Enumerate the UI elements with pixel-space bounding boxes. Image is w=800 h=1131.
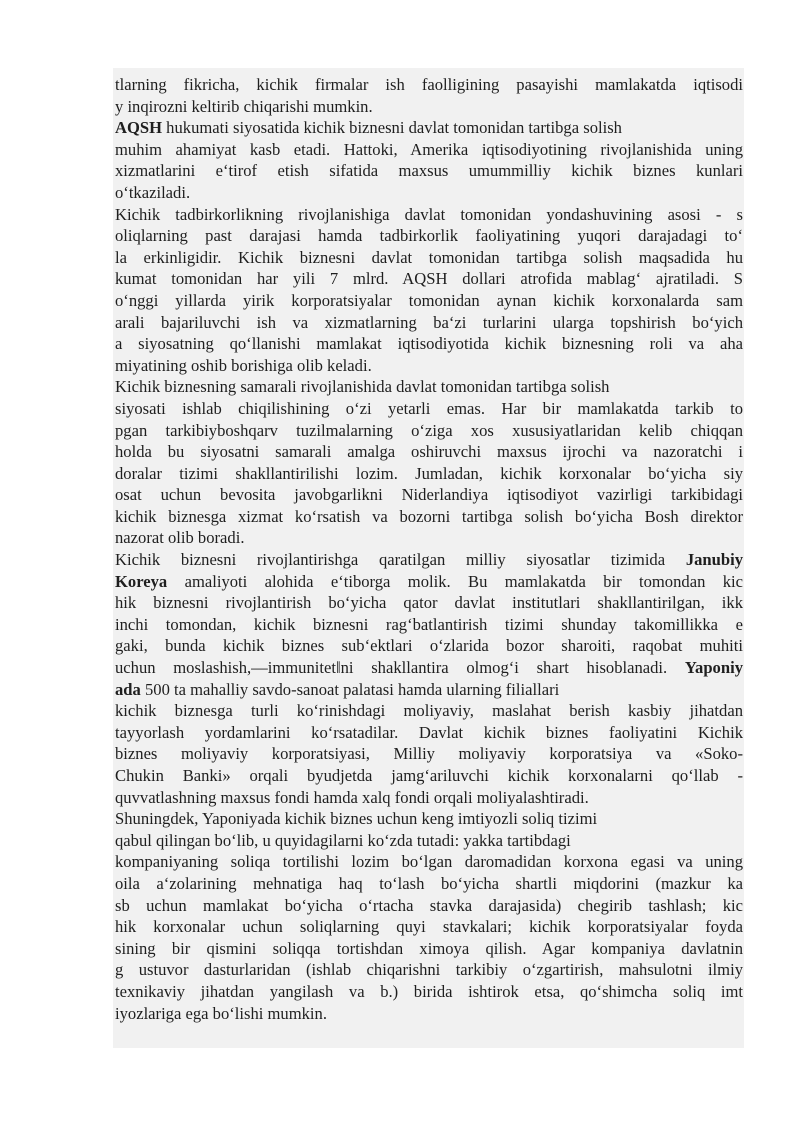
text-segment: siyosati ishlab chiqilishining o‘zi yetarli emas. Har bir mamlakatda tarkib to xyxy=(115,398,743,418)
text-line xyxy=(115,895,743,917)
text-segment: texnikaviy jihatdan yangilash va b.) birida ishtirok etsa, qo‘shimcha soliq imt xyxy=(115,981,743,1001)
text-segment: arali bajariluvchi ish va xizmatlarning ba‘zi turlarini ularga topshirish bo‘yich xyxy=(115,312,743,332)
text-segment: kompaniyaning soliqa tortilishi lozim bo‘lgan daromadidan korxona egasi va uning xyxy=(115,852,743,872)
text-segment: biznes moliyaviy korporatsiyasi, Milliy moliyaviy korporatsiya va «Soko- xyxy=(115,744,743,764)
text-segment: o‘nggi yillarda yirik korporatsiyalar tomonidan aynan kichik korxonalarda sam xyxy=(115,290,743,310)
text-line xyxy=(115,506,743,528)
text-segment: tlarning fikricha, kichik firmalar ish faolligining pasayishi mamlakatda iqtisodi xyxy=(115,75,743,94)
text-line xyxy=(115,657,743,679)
text-line xyxy=(115,333,743,355)
text-line xyxy=(115,527,743,549)
text-line xyxy=(115,916,743,938)
text-line xyxy=(115,225,743,247)
bold-term: AQSH xyxy=(115,118,163,138)
text-line xyxy=(115,635,743,657)
text-line xyxy=(115,808,743,830)
text-line xyxy=(115,959,743,981)
text-segment: xizmatlarini e‘tirof etish sifatida maxsus umummilliy kichik biznes kunlari xyxy=(115,161,743,181)
text-line xyxy=(115,290,743,312)
text-segment: muhim ahamiyat kasb etadi. Hattoki, Amerika iqtisodiyotining rivojlanishida uning xyxy=(115,139,743,159)
text-line xyxy=(115,268,743,290)
text-segment: kumat tomonidan har yili 7 mlrd. AQSH dollari atrofida mablag‘ ajratiladi. S xyxy=(115,269,743,289)
text-segment: y inqirozni keltirib chiqarishi mumkin. xyxy=(115,96,373,116)
text-segment: 500 ta mahalliy savdo-sanoat palatasi hamda ularning filiallari xyxy=(140,679,560,699)
text-line xyxy=(115,981,743,1003)
document-body xyxy=(115,74,743,1024)
text-line xyxy=(115,420,743,442)
text-line xyxy=(115,182,743,204)
text-segment: Kichik tadbirkorlikning rivojlanishiga davlat tomonidan yondashuvining asosi - s xyxy=(115,204,743,224)
text-segment: la erkinligidir. Kichik biznesni davlat tomonidan tartibga solish maqsadida hu xyxy=(115,247,743,267)
text-line xyxy=(115,117,743,139)
text-segment: iyozlariga ega bo‘lishi mumkin. xyxy=(115,1003,327,1023)
text-segment: sining bir qismini soliqqa tortishdan ximoya qilish. Agar kompaniya davlatnin xyxy=(115,938,743,958)
text-segment: sb uchun mamlakat bo‘yicha o‘rtacha stavka darajasida) chegirib tashlash; kic xyxy=(115,895,743,915)
text-segment: nazorat olib boradi. xyxy=(115,528,245,548)
text-line xyxy=(115,873,743,895)
text-line xyxy=(115,484,743,506)
text-segment: o‘tkaziladi. xyxy=(115,182,191,202)
text-segment: doralar tizimi shakllantirilishi lozim. Jumladan, kichik korxonalar bo‘yicha siy xyxy=(115,463,743,483)
text-segment: Kichik biznesning samarali rivojlanishida davlat tomonidan tartibga solish xyxy=(115,377,610,397)
text-line xyxy=(115,679,743,701)
text-segment: miyatining oshib borishiga olib keladi. xyxy=(115,355,372,375)
text-segment: kichik biznesga turli ko‘rinishdagi moliyaviy, maslahat berish kasbiy jihatdan xyxy=(115,701,743,721)
text-segment: amaliyoti alohida e‘tiborga molik. Bu mamlakatda bir tomondan kic xyxy=(167,571,743,591)
text-segment: g ustuvor dasturlaridan (ishlab chiqarishni tarkibiy o‘zgartirish, mahsulotni ilmiy xyxy=(115,960,743,980)
text-segment: hik biznesni rivojlantirish bo‘yicha qator davlat institutlari shakllantirilgan, ikk xyxy=(115,593,743,613)
text-line xyxy=(115,700,743,722)
text-line xyxy=(115,1003,743,1025)
bold-term: Yaponiy xyxy=(684,658,743,678)
text-line xyxy=(115,139,743,161)
text-segment: inchi tomondan, kichik biznesni rag‘batlantirish tizimi shunday takomillikka e xyxy=(115,614,743,634)
text-segment: tayyorlash yordamlarini ko‘rsatadilar. Davlat kichik biznes faoliyatini Kichik xyxy=(115,722,743,742)
text-line xyxy=(115,441,743,463)
text-line xyxy=(115,787,743,809)
text-segment: hukumati siyosatida kichik biznesni davlat tomonidan tartibga solish xyxy=(162,118,622,138)
text-segment: kichik biznesga xizmat ko‘rsatish va bozorni tartibga solish bo‘yicha Bosh direktor xyxy=(115,506,743,526)
text-segment: quvvatlashning maxsus fondi hamda xalq fondi orqali moliyalashtiradi. xyxy=(115,787,589,807)
text-line xyxy=(115,938,743,960)
text-line xyxy=(115,571,743,593)
text-segment: pgan tarkibiyboshqarv tuzilmalarning o‘ziga xos xususiyatlaridan kelib chiqqan xyxy=(115,420,743,440)
text-line xyxy=(115,204,743,226)
text-segment: osat uchun bevosita javobgarlikni Niderlandiya iqtisodiyot vazirligi tarkibidagi xyxy=(115,485,743,505)
bold-term: ada xyxy=(115,679,141,699)
text-segment: qabul qilingan bo‘lib, u quyidagilarni ko‘zda tutadi: yakka tartibdagi xyxy=(115,830,571,850)
text-line xyxy=(115,851,743,873)
text-line xyxy=(115,549,743,571)
text-segment: a siyosatning qo‘llanishi mamlakat iqtisodiyotida kichik biznesning roli va aha xyxy=(115,334,743,354)
text-line xyxy=(115,614,743,636)
text-line xyxy=(115,355,743,377)
text-segment: gaki, bunda kichik biznes sub‘ektlari o‘zlarida bozor sharoiti, raqobat muhiti xyxy=(115,636,743,656)
text-line xyxy=(115,376,743,398)
text-segment: hik korxonalar uchun soliqlarning quyi stavkalari; kichik korporatsiyalar foyda xyxy=(115,917,743,937)
text-line xyxy=(115,592,743,614)
text-segment: Chukin Banki» orqali byudjetda jamg‘ariluvchi kichik korxonalarni qo‘llab - xyxy=(115,766,743,785)
text-line xyxy=(115,312,743,334)
text-segment: Kichik biznesni rivojlantirishga qaratilgan milliy siyosatlar tizimida xyxy=(115,550,686,570)
text-segment: oliqlarning past darajasi hamda tadbirkorlik faoliyatining yuqori darajadagi to‘ xyxy=(115,226,743,246)
text-line xyxy=(115,765,743,787)
text-line xyxy=(115,74,743,96)
text-line xyxy=(115,398,743,420)
text-line xyxy=(115,743,743,765)
text-segment: holda bu siyosatni samarali amalga oshiruvchi maxsus ijrochi va nazoratchi i xyxy=(115,442,743,462)
bold-term: Janubiy xyxy=(685,550,743,570)
text-line xyxy=(115,96,743,118)
text-line xyxy=(115,722,743,744)
text-line xyxy=(115,247,743,269)
text-line xyxy=(115,463,743,485)
text-segment: Shuningdek, Yaponiyada kichik biznes uchun keng imtiyozli soliq tizimi xyxy=(115,809,598,829)
text-segment: oila a‘zolarining mehnatiga haq to‘lash bo‘yicha shartli miqdorini (mazkur ka xyxy=(115,873,743,893)
text-line xyxy=(115,160,743,182)
text-segment: uchun moslashish,―immunitet‖ni shakllantira olmog‘i shart hisoblanadi. xyxy=(115,658,685,678)
bold-term: Koreya xyxy=(115,571,168,591)
text-line xyxy=(115,830,743,852)
